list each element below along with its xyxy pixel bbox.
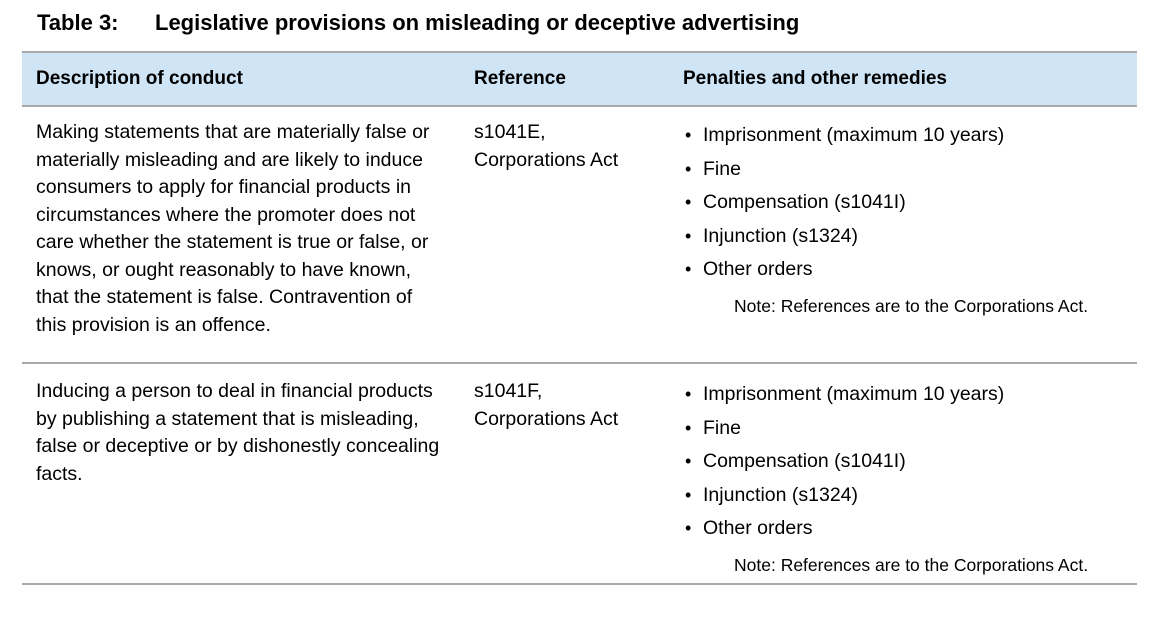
- bullet-icon: •: [685, 225, 692, 246]
- bullet-icon: •: [685, 259, 692, 279]
- penalty-text: Injunction (s1324): [703, 483, 859, 506]
- penalties-cell: [669, 106, 1137, 363]
- table-header: [22, 52, 1137, 106]
- penalties-list: [683, 119, 1137, 287]
- reference-cell: [460, 106, 669, 363]
- conduct-description: Making statements that are materially false or materially misleading and are likely to induce consumers to apply for financial products in circumstances where the promoter does not care whether the statement is true or false, or knows, or ought reasonably to have known, that the statement is false. Contravention of this provision is an offence.: [22, 106, 460, 363]
- penalty-item: [683, 119, 1137, 153]
- penalties-list: [683, 378, 1137, 546]
- penalty-item: [683, 253, 1137, 287]
- penalty-text: Fine: [703, 157, 741, 180]
- provisions-table: [22, 51, 1137, 585]
- table-body: [22, 106, 1137, 584]
- bullet-icon: •: [685, 417, 692, 438]
- reference-section: s1041F,: [474, 380, 543, 402]
- provisions-table-container: [22, 51, 1137, 585]
- bullet-icon: •: [685, 158, 692, 179]
- table-row: [22, 363, 1137, 584]
- table-row: [22, 106, 1137, 363]
- bullet-icon: •: [685, 451, 692, 471]
- table-number: Table 3:: [37, 10, 119, 35]
- penalty-item: [683, 186, 1137, 220]
- reference-act: Corporations Act: [474, 407, 619, 430]
- reference-act: Corporations Act: [474, 148, 619, 171]
- bullet-icon: •: [685, 384, 692, 404]
- bullet-icon: •: [685, 484, 692, 505]
- bullet-icon: •: [685, 192, 692, 212]
- header-description: Description of conduct: [22, 52, 460, 106]
- penalty-text: Fine: [703, 416, 741, 439]
- header-reference: Reference: [460, 52, 669, 106]
- bullet-icon: •: [685, 518, 692, 538]
- penalty-text: Other orders: [703, 517, 813, 539]
- penalty-item: [683, 378, 1137, 412]
- penalty-text: Compensation (s1041I): [703, 450, 906, 472]
- header-penalties: Penalties and other remedies: [669, 52, 1137, 106]
- bullet-icon: •: [685, 125, 692, 145]
- table-title: [37, 9, 799, 37]
- reference-section: s1041E,: [474, 121, 546, 143]
- penalties-cell: [669, 363, 1137, 584]
- penalty-text: Injunction (s1324): [703, 224, 859, 247]
- penalty-item: [683, 412, 1137, 446]
- penalty-item: [683, 153, 1137, 187]
- penalties-note: Note: References are to the Corporations Act.: [734, 554, 1089, 575]
- penalty-item: [683, 512, 1137, 546]
- table-caption: Legislative provisions on misleading or deceptive advertising: [155, 10, 800, 35]
- penalties-note: Note: References are to the Corporations Act.: [734, 295, 1089, 316]
- penalty-text: Other orders: [703, 258, 813, 280]
- conduct-description: Inducing a person to deal in financial products by publishing a statement that is misleading, false or deceptive or by dishonestly concealing facts.: [22, 363, 460, 584]
- penalty-item: [683, 445, 1137, 479]
- penalty-text: Compensation (s1041I): [703, 191, 906, 213]
- header-row: [22, 52, 1137, 106]
- penalty-text: Imprisonment (maximum 10 years): [703, 383, 1005, 405]
- penalty-item: [683, 479, 1137, 513]
- reference-cell: [460, 363, 669, 584]
- penalty-item: [683, 220, 1137, 254]
- penalty-text: Imprisonment (maximum 10 years): [703, 124, 1005, 146]
